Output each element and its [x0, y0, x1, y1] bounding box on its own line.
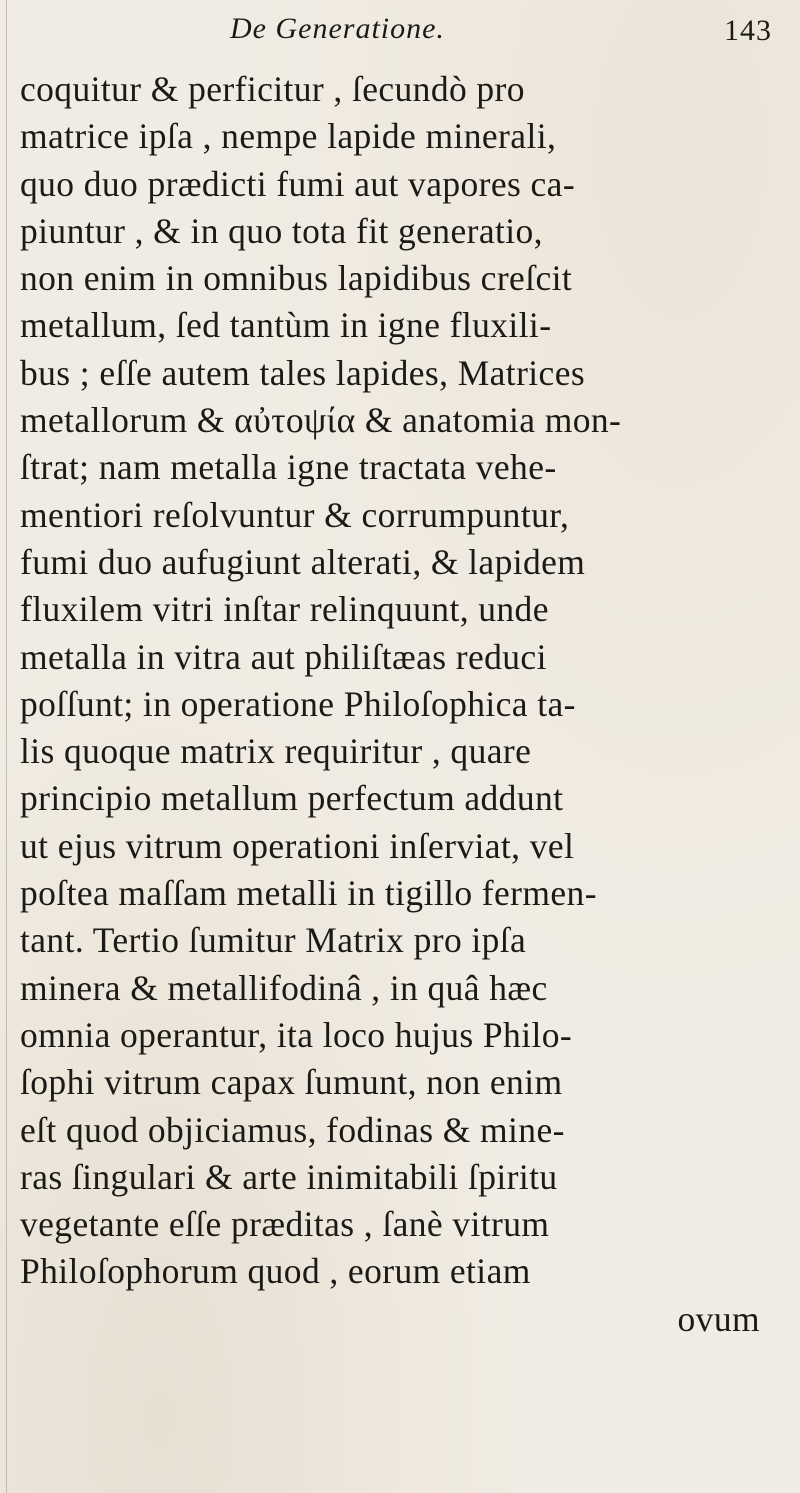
text-line: metallorum & αὐτοψία & anatomia mon- [20, 400, 622, 441]
text-line: matrice ipſa , nempe lapide minerali, [20, 116, 557, 157]
text-line: eſt quod objiciamus, fodinas & mine- [20, 1109, 565, 1150]
text-line: metallum, ſed tantùm in igne fluxili- [20, 305, 552, 346]
page-header [0, 8, 800, 52]
text-line: fluxilem vitri inſtar relinquunt, unde [20, 589, 549, 630]
text-line: tant. Tertio ſumitur Matrix pro ipſa [20, 920, 527, 961]
gutter-shadow [6, 0, 7, 1493]
text-line: Philoſophorum quod , eorum etiam [20, 1251, 531, 1292]
text-line: omnia operantur, ita loco hujus Philo- [20, 1014, 573, 1055]
text-line: vegetante eſſe præditas , ſanè vitrum [20, 1204, 550, 1245]
text-line: principio metallum perfectum addunt [20, 778, 564, 819]
text-line: ſophi vitrum capax ſumunt, non enim [20, 1062, 563, 1103]
page-number: 143 [724, 14, 772, 47]
text-line: fumi duo aufugiunt alterati, & lapidem [20, 541, 586, 582]
text-line: lis quoque matrix requiritur , quare [20, 731, 532, 772]
text-line: poſtea maſſam metalli in tigillo fermen- [20, 873, 597, 914]
text-line: poſſunt; in operatione Philoſophica ta- [20, 683, 576, 724]
text-line: mentiori reſolvuntur & corrumpuntur, [20, 494, 570, 535]
text-line: ut ejus vitrum operationi inſerviat, vel [20, 825, 575, 866]
body-text [20, 66, 800, 1343]
text-line: metalla in vitra aut philiſtæas reduci [20, 636, 547, 677]
text-line: quo duo prædicti fumi aut vapores ca- [20, 163, 576, 204]
text-line: ſtrat; nam metalla igne tractata vehe- [20, 447, 557, 488]
text-line: piuntur , & in quo tota fit generatio, [20, 210, 543, 251]
text-line: coquitur & perficitur , ſecundò pro [20, 69, 525, 109]
text-line: minera & metallifodinâ , in quâ hæc [20, 967, 548, 1008]
running-title: De Generatione. [230, 12, 445, 45]
text-line: bus ; eſſe autem tales lapides, Matrices [20, 352, 586, 393]
text-line: non enim in omnibus lapidibus creſcit [20, 258, 573, 299]
catchword: ovum [677, 1298, 760, 1339]
text-line: ras ſingulari & arte inimitabili ſpiritu [20, 1156, 558, 1197]
